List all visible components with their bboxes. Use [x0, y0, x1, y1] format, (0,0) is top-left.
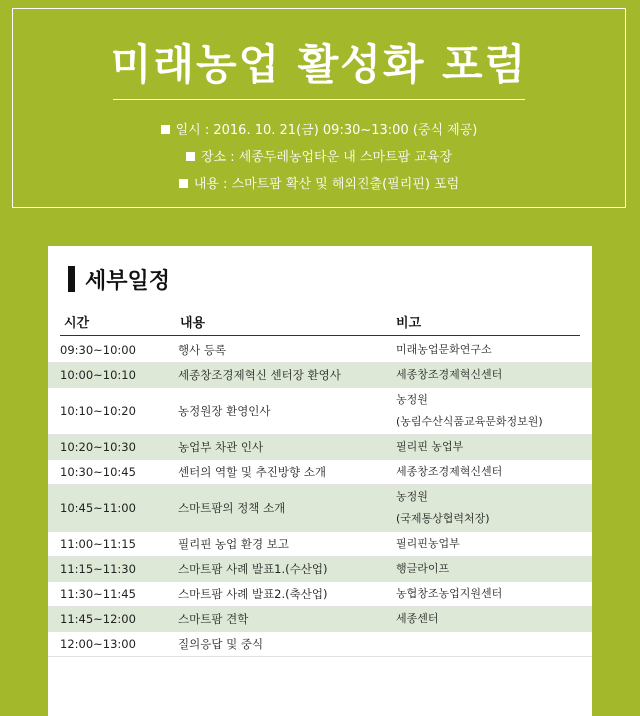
row-note: 행글라이프 [396, 562, 450, 575]
row-note: 세종창조경제혁신센터 [396, 368, 503, 381]
schedule-table-body [48, 338, 592, 657]
row-content: 농업부 차관 인사 [178, 440, 264, 454]
forum-info [13, 117, 625, 198]
schedule-table-header [60, 308, 580, 336]
table-row [48, 632, 592, 657]
table-row [48, 532, 592, 557]
row-time: 12:00~13:00 [60, 637, 136, 651]
row-content: 스마트팜 사례 발표1.(수산업) [178, 562, 328, 576]
header-time: 시간 [64, 316, 90, 331]
bullet-square-icon [186, 152, 195, 161]
row-time: 10:10~10:20 [60, 404, 136, 418]
row-time: 10:00~10:10 [60, 368, 136, 382]
header-note: 비고 [396, 316, 422, 331]
table-row [48, 460, 592, 485]
schedule-heading: 세부일정 [68, 264, 170, 294]
table-row [48, 388, 592, 435]
row-content: 필리핀 농업 환경 보고 [178, 537, 289, 551]
table-row [48, 338, 592, 363]
table-row [48, 607, 592, 632]
table-row [48, 582, 592, 607]
table-row [48, 363, 592, 388]
header-divider [60, 335, 580, 336]
title-underline [113, 99, 525, 100]
row-time: 11:15~11:30 [60, 562, 136, 576]
row-time: 11:30~11:45 [60, 587, 136, 601]
bullet-square-icon [161, 125, 170, 134]
row-note: 필리핀 농업부 [396, 440, 464, 453]
row-time: 10:30~10:45 [60, 465, 136, 479]
row-content: 스마트팜 견학 [178, 612, 249, 626]
row-content: 센터의 역할 및 추진방향 소개 [178, 465, 326, 479]
row-note: 농정원 (농림수산식품교육문화정보원) [396, 393, 543, 428]
table-row [48, 435, 592, 460]
row-content: 질의응답 및 중식 [178, 637, 264, 651]
row-note: 필리핀농업부 [396, 537, 460, 550]
row-note: 농정원 (국제통상협력처장) [396, 490, 490, 525]
forum-title: 미래농업 활성화 포럼 [110, 40, 528, 89]
row-note: 미래농업문화연구소 [396, 343, 492, 356]
table-row [48, 557, 592, 582]
info-topic: 내용 : 스마트팜 확산 및 해외진출(필리핀) 포럼 [13, 171, 625, 198]
row-content: 농정원장 환영인사 [178, 404, 271, 418]
row-note: 세종창조경제혁신센터 [396, 465, 503, 478]
row-note: 세종센터 [396, 612, 439, 625]
row-note: 농협창조농업지원센터 [396, 587, 503, 600]
row-content: 행사 등록 [178, 343, 227, 357]
header-content: 내용 [180, 316, 206, 331]
row-time: 11:45~12:00 [60, 612, 136, 626]
table-row [48, 485, 592, 532]
schedule-card [48, 246, 592, 716]
row-content: 스마트팜의 정책 소개 [178, 501, 286, 515]
row-time: 10:45~11:00 [60, 501, 136, 515]
row-content: 세종창조경제혁신 센터장 환영사 [178, 368, 341, 382]
info-place: 장소 : 세종두레농업타운 내 스마트팜 교육장 [13, 144, 625, 171]
bullet-square-icon [179, 179, 188, 188]
row-time: 09:30~10:00 [60, 343, 136, 357]
heading-bar-icon [68, 266, 75, 292]
info-date: 일시 : 2016. 10. 21(금) 09:30~13:00 (중식 제공) [13, 117, 625, 144]
row-time: 10:20~10:30 [60, 440, 136, 454]
row-time: 11:00~11:15 [60, 537, 136, 551]
row-content: 스마트팜 사례 발표2.(축산업) [178, 587, 328, 601]
forum-banner [12, 8, 626, 208]
